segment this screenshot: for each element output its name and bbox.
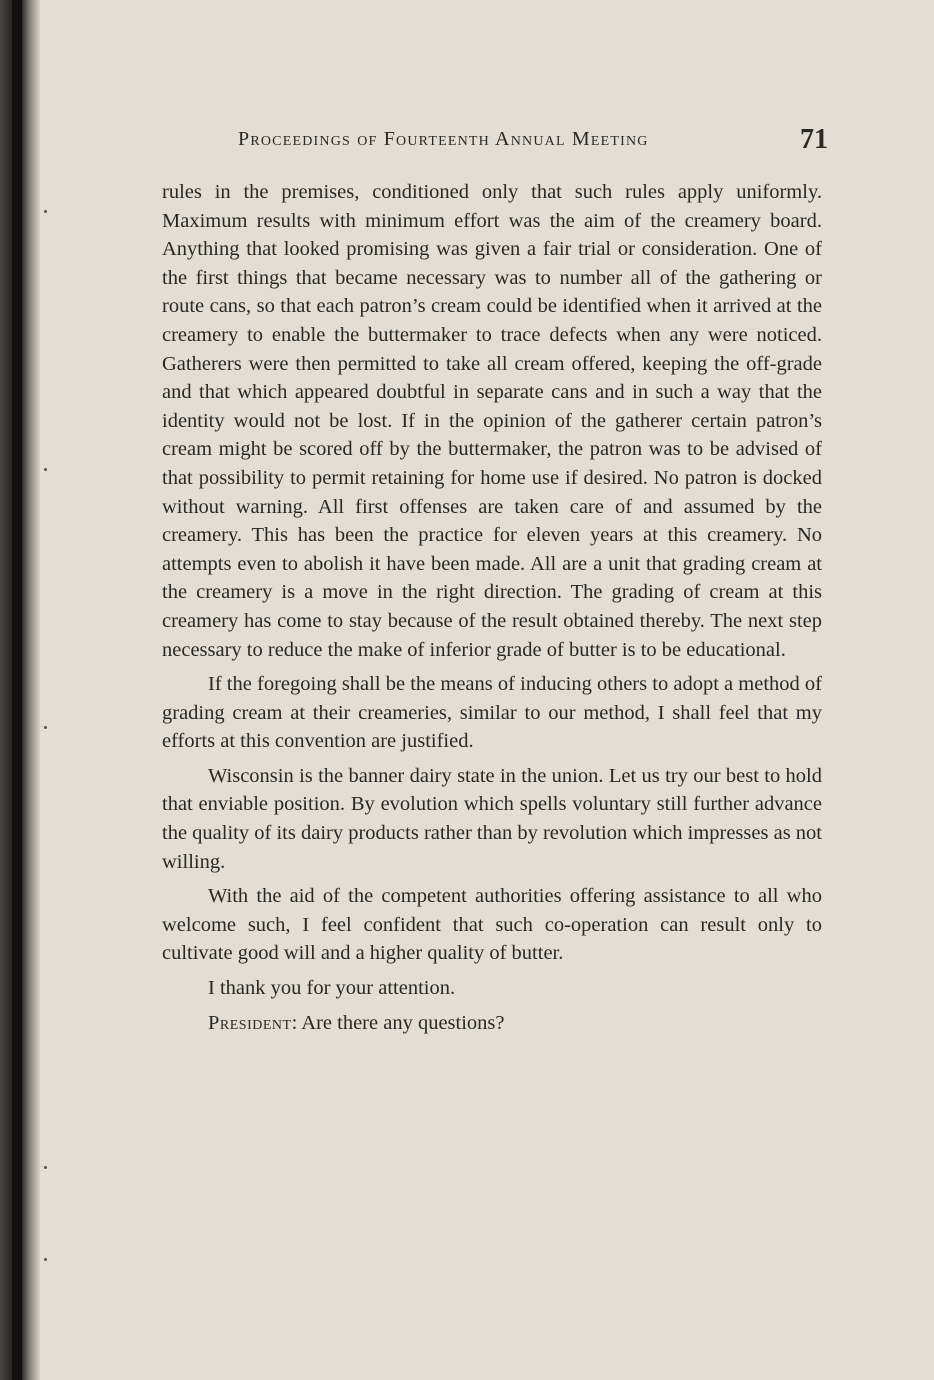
margin-mark [44,726,47,729]
paragraph: Wisconsin is the banner dairy state in the union. Let us try our best to hold that enviable position. By evolution which spells voluntary still further advance the quality of its dairy products rather than by revolution which impresses as not willing. [162,764,822,873]
margin-mark [44,468,47,471]
body-text [162,178,822,1043]
page-header [238,124,828,158]
margin-mark [44,1258,47,1261]
running-head: Proceedings of Fourteenth Annual Meeting [238,128,649,150]
margin-mark [44,210,47,213]
paragraph: I thank you for your attention. [208,977,456,1000]
margin-mark [44,1166,47,1169]
paragraph: rules in the premises, conditioned only that such rules apply uniformly. Maximum results with minimum effort was the aim of the creamery board. Anything that looked promising was given a fair trial or consideration. One of the first things that became necessary was to number all of the gathering or route cans, so that each patron’s cream could be identified when it arrived at the creamery to enable the buttermaker to trace defects when any were noticed. Gatherers were then permitted to take all cream offered, keeping the off-grade and that which appeared doubtful in separate cans and in such a way that the identity would not be lost. If in the opinion of the gatherer certain patron’s cream might be scored off by the buttermaker, the patron was to be advised of that possibility to permit retaining for home use if desired. No patron is docked without warning. All first offenses are taken care of and assumed by the creamery. This has been the practice for eleven years at this creamery. No attempts even to abolish it have been made. All are a unit that grading cream at the creamery is a move in the right direction. The grading of cream at this creamery has come to stay because of the result obtained thereby. The next step necessary to reduce the make of inferior grade of butter is to be educational. [162,181,822,661]
paragraph: With the aid of the competent authorities offering assistance to all who welcome such, I feel confident that such co-operation can result only to cultivate good will and a higher quality of butter. [162,885,822,965]
page-number: 71 [800,124,828,155]
speaker-name: President [208,1011,292,1034]
speaker-line [162,1009,822,1038]
paragraph: If the foregoing shall be the means of inducing others to adopt a method of grading cream at their creameries, similar to our method, I shall feel that my efforts at this convention are justified. [162,673,822,753]
speaker-text: : Are there any questions? [291,1011,505,1034]
binding-shadow [12,0,22,1380]
